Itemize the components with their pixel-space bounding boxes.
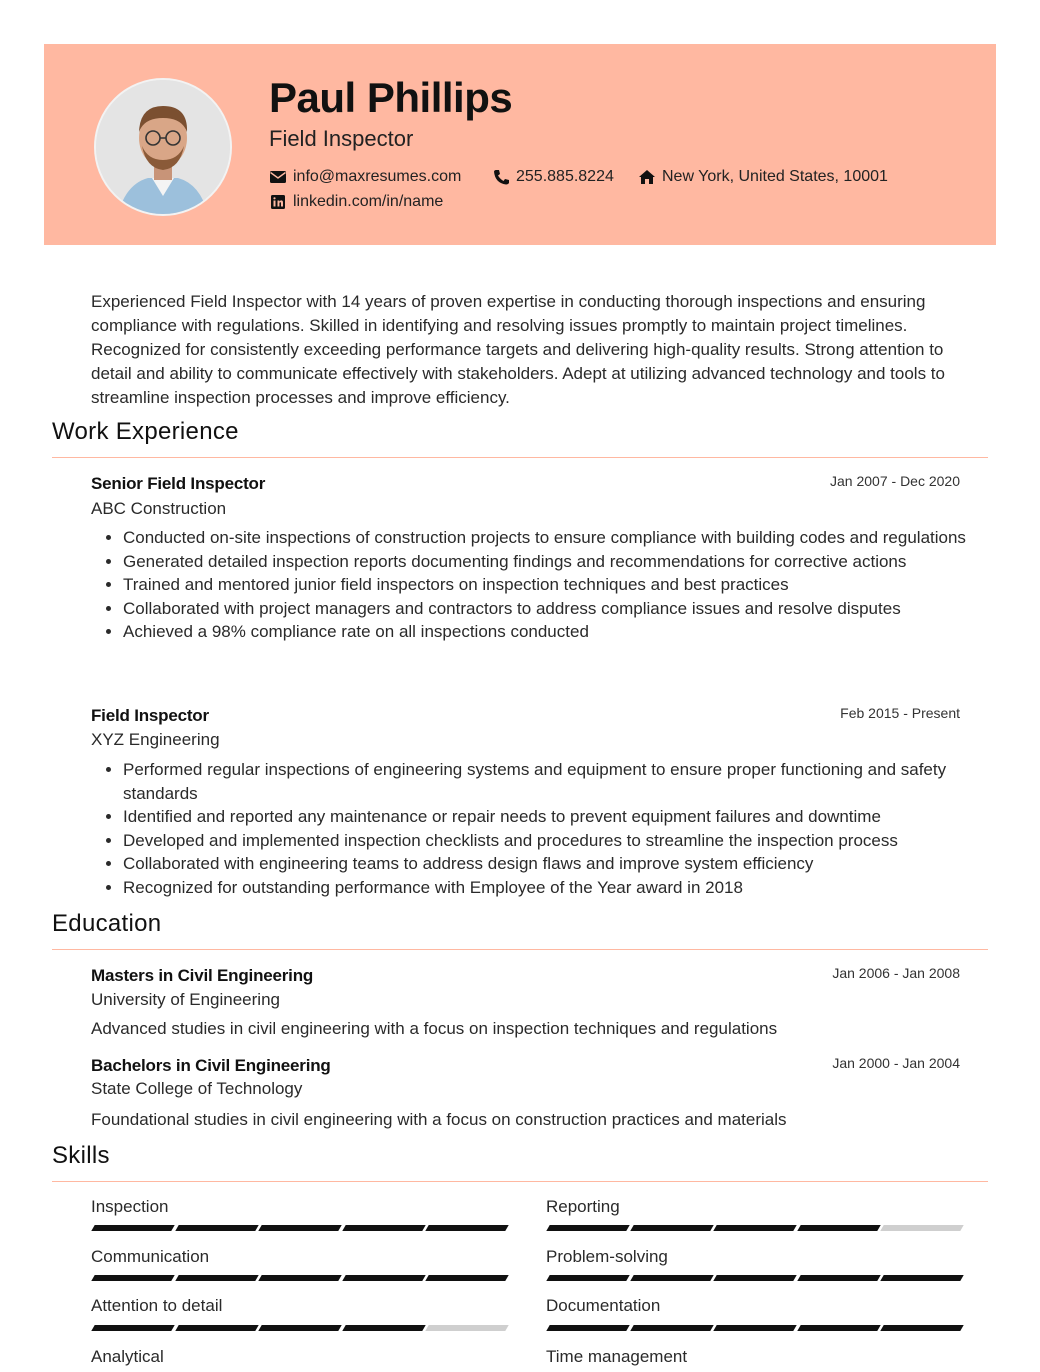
job-title: Senior Field Inspector bbox=[91, 474, 266, 493]
skill-segment-filled bbox=[881, 1275, 964, 1281]
phone-text: 255.885.8224 bbox=[516, 168, 614, 185]
skill-segment-filled bbox=[258, 1325, 341, 1331]
list-item: • Trained and mentored junior field inspectors on inspection techniques and best practices bbox=[123, 573, 971, 597]
skill-segment-filled bbox=[546, 1225, 629, 1231]
school-name: State College of Technology bbox=[91, 1079, 303, 1098]
degree-title: Masters in Civil Engineering bbox=[91, 966, 314, 985]
degree-dates: Jan 2000 - Jan 2004 bbox=[832, 1055, 960, 1071]
list-item: • Generated detailed inspection reports documenting findings and recommendations for corrective actions bbox=[123, 550, 971, 574]
skill-name: Reporting bbox=[546, 1197, 620, 1216]
skill-segment-filled bbox=[426, 1275, 509, 1281]
list-item: • Identified and reported any maintenance or repair needs to prevent equipment failures and downtime bbox=[123, 805, 971, 829]
contact-email[interactable] bbox=[269, 168, 461, 186]
list-item: • Conducted on-site inspections of construction projects to ensure compliance with building codes and regulations bbox=[123, 526, 971, 550]
email-text: info@maxresumes.com bbox=[293, 168, 462, 185]
skill-segment-filled bbox=[713, 1325, 796, 1331]
skill-level-bar bbox=[548, 1225, 962, 1231]
job-dates: Feb 2015 - Present bbox=[840, 705, 960, 721]
skill-segment-filled bbox=[630, 1325, 713, 1331]
skill-segment-filled bbox=[713, 1275, 796, 1281]
degree-description: Advanced studies in civil engineering with a focus on inspection techniques and regulations bbox=[91, 1019, 778, 1038]
skill-segment-filled bbox=[546, 1325, 629, 1331]
skill-segment-filled bbox=[797, 1275, 880, 1281]
skill-segment-filled bbox=[91, 1275, 174, 1281]
candidate-name: Paul Phillips bbox=[269, 74, 513, 121]
list-item: • Performed regular inspections of engineering systems and equipment to ensure proper functioning and safety standards bbox=[123, 758, 971, 805]
job-company: ABC Construction bbox=[91, 499, 227, 518]
list-item: • Achieved a 98% compliance rate on all inspections conducted bbox=[123, 620, 971, 644]
resume-header bbox=[44, 44, 996, 245]
contact-location bbox=[638, 168, 888, 186]
job-bullets bbox=[91, 758, 971, 899]
skill-segment-filled bbox=[630, 1225, 713, 1231]
job-bullets bbox=[91, 526, 971, 644]
job-company: XYZ Engineering bbox=[91, 730, 220, 749]
skill-segment-filled bbox=[797, 1325, 880, 1331]
skill-level-bar bbox=[548, 1275, 962, 1281]
candidate-role: Field Inspector bbox=[269, 126, 414, 151]
contact-phone[interactable] bbox=[492, 168, 614, 186]
job-title: Field Inspector bbox=[91, 706, 209, 725]
skill-segment-filled bbox=[426, 1225, 509, 1231]
degree-description: Foundational studies in civil engineering with a focus on construction practices and materials bbox=[91, 1110, 787, 1129]
degree-dates: Jan 2006 - Jan 2008 bbox=[832, 965, 960, 981]
skill-name: Documentation bbox=[546, 1296, 661, 1315]
section-divider bbox=[52, 457, 988, 458]
section-divider bbox=[52, 949, 988, 950]
skill-level-bar bbox=[93, 1275, 507, 1281]
list-item: • Collaborated with engineering teams to address design flaws and improve system efficiency bbox=[123, 852, 971, 876]
skill-segment-filled bbox=[91, 1325, 174, 1331]
job-dates: Jan 2007 - Dec 2020 bbox=[830, 473, 960, 489]
skill-segment-filled bbox=[258, 1275, 341, 1281]
profile-photo bbox=[94, 78, 232, 216]
location-text: New York, United States, 10001 bbox=[662, 168, 888, 185]
skill-segment-filled bbox=[175, 1275, 258, 1281]
phone-icon bbox=[492, 169, 510, 185]
list-item: • Collaborated with project managers and contractors to address compliance issues and resolve disputes bbox=[123, 597, 971, 621]
avatar-portrait-icon bbox=[96, 80, 230, 214]
skill-name: Analytical bbox=[91, 1347, 164, 1366]
skill-segment-filled bbox=[342, 1275, 425, 1281]
skill-name: Problem-solving bbox=[546, 1247, 668, 1266]
skill-segment-filled bbox=[91, 1225, 174, 1231]
skill-segment-filled bbox=[175, 1225, 258, 1231]
skill-name: Communication bbox=[91, 1247, 210, 1266]
professional-summary: Experienced Field Inspector with 14 years of proven expertise in conducting thorough inspections and ensuring compliance with regulations. Skilled in identifying and resolving issues promptly to maintain project timelines. Recognized for consistently exceeding performance targets and delivering high-quality results. Strong attention to detail and ability to communicate effectively with stakeholders. Adept at utilizing advanced technology and tools to streamline inspection processes and improve efficiency. bbox=[91, 292, 945, 407]
skill-level-bar bbox=[93, 1225, 507, 1231]
home-icon bbox=[638, 169, 656, 185]
contact-linkedin[interactable] bbox=[269, 193, 443, 211]
skill-name: Inspection bbox=[91, 1197, 169, 1216]
skill-segment-empty bbox=[881, 1225, 964, 1231]
skill-segment-filled bbox=[342, 1325, 425, 1331]
section-title-skills: Skills bbox=[52, 1142, 110, 1169]
skill-segment-filled bbox=[630, 1275, 713, 1281]
school-name: University of Engineering bbox=[91, 990, 280, 1009]
skill-segment-empty bbox=[426, 1325, 509, 1331]
linkedin-icon bbox=[269, 194, 287, 210]
skill-level-bar bbox=[93, 1325, 507, 1331]
degree-title: Bachelors in Civil Engineering bbox=[91, 1056, 331, 1075]
skill-name: Attention to detail bbox=[91, 1296, 223, 1315]
linkedin-text: linkedin.com/in/name bbox=[293, 193, 444, 210]
skill-level-bar bbox=[548, 1325, 962, 1331]
section-title-education: Education bbox=[52, 910, 162, 937]
skill-name: Time management bbox=[546, 1347, 688, 1366]
envelope-icon bbox=[269, 169, 287, 185]
section-title-work: Work Experience bbox=[52, 418, 239, 445]
section-divider bbox=[52, 1181, 988, 1182]
skill-segment-filled bbox=[546, 1275, 629, 1281]
skill-segment-filled bbox=[881, 1325, 964, 1331]
skill-segment-filled bbox=[713, 1225, 796, 1231]
list-item: • Recognized for outstanding performance with Employee of the Year award in 2018 bbox=[123, 876, 971, 900]
skill-segment-filled bbox=[797, 1225, 880, 1231]
list-item: • Developed and implemented inspection checklists and procedures to streamline the inspection process bbox=[123, 829, 971, 853]
skill-segment-filled bbox=[342, 1225, 425, 1231]
skill-segment-filled bbox=[175, 1325, 258, 1331]
skill-segment-filled bbox=[258, 1225, 341, 1231]
